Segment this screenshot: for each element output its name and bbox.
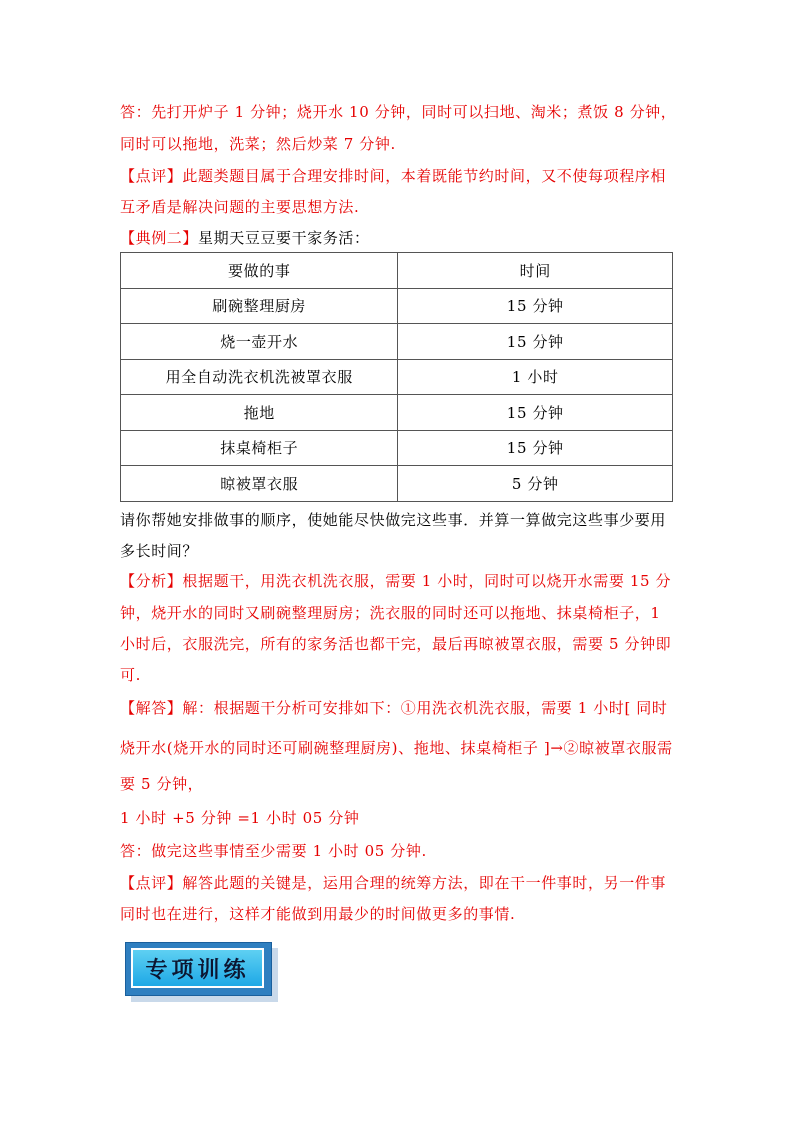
example-title	[120, 228, 370, 248]
time-cell: 1 小时	[398, 359, 673, 395]
task-cell: 拖地	[121, 395, 398, 431]
solution-line-3: 要 5 分钟，	[120, 775, 204, 793]
time-cell: 15 分钟	[398, 324, 673, 360]
table-row	[121, 466, 673, 502]
table-row	[121, 395, 673, 431]
solution-line-4: 1 小时 +5 分钟 =1 小时 05 分钟	[120, 809, 360, 827]
time-cell: 15 分钟	[398, 288, 673, 324]
task-cell: 烧一壶开水	[121, 324, 398, 360]
example-text: 星期天豆豆要干家务活：	[198, 229, 370, 247]
task-cell: 刷碗整理厨房	[121, 288, 398, 324]
task-cell: 抹桌椅柜子	[121, 430, 398, 466]
analysis-line-2: 钟，烧开水的同时又刷碗整理厨房；洗衣服的同时还可以拖地、抹桌椅柜子，1	[120, 604, 661, 622]
analysis-line-3: 小时后，衣服洗完，所有的家务活也都干完，最后再晾被罩衣服，需要 5 分钟即	[120, 635, 672, 653]
answer-line-2: 同时可以拖地，洗菜；然后炒菜 7 分钟.	[120, 135, 396, 153]
table-row	[121, 430, 673, 466]
header-time: 时间	[398, 253, 673, 289]
task-cell: 晾被罩衣服	[121, 466, 398, 502]
question-line-2: 多长时间？	[120, 542, 199, 560]
example-label: 【典例二】	[120, 229, 199, 247]
solution-line-5: 答：做完这些事情至少需要 1 小时 05 分钟.	[120, 842, 427, 860]
table-row	[121, 324, 673, 360]
table-row	[121, 359, 673, 395]
analysis-line-1: 【分析】根据题干，用洗衣机洗衣服，需要 1 小时，同时可以烧开水需要 15 分	[120, 572, 672, 590]
time-cell: 15 分钟	[398, 395, 673, 431]
comment2-line-2: 同时也在进行，这样才能做到用最少的时间做更多的事情.	[120, 905, 516, 923]
table-header-row	[121, 253, 673, 289]
solution-line-1: 【解答】解：根据题干分析可安排如下：①用洗衣机洗衣服，需要 1 小时[ 同时	[120, 699, 668, 717]
table-row	[121, 288, 673, 324]
header-task: 要做的事	[121, 253, 398, 289]
question-line-1: 请你帮她安排做事的顺序，使她能尽快做完这些事．并算一算做完这些事少要用	[120, 511, 667, 529]
time-cell: 15 分钟	[398, 430, 673, 466]
solution-line-2: 烧开水(烧开水的同时还可刷碗整理厨房)、拖地、抹桌椅柜子 ]→②晾被罩衣服需	[120, 739, 673, 757]
task-table	[120, 252, 673, 502]
analysis-line-4: 可.	[120, 666, 141, 684]
special-training-badge	[125, 942, 278, 1002]
comment2-line-1: 【点评】解答此题的关键是，运用合理的统筹方法，即在干一件事时，另一件事	[120, 874, 667, 892]
answer-line-1: 答：先打开炉子 1 分钟；烧开水 10 分钟，同时可以扫地、淘米；煮饭 8 分钟，	[120, 103, 677, 121]
comment-line-1: 【点评】此题类题目属于合理安排时间，本着既能节约时间，又不使每项程序相	[120, 167, 667, 185]
badge-label: 专项训练	[131, 948, 264, 988]
task-cell: 用全自动洗衣机洗被罩衣服	[121, 359, 398, 395]
time-cell: 5 分钟	[398, 466, 673, 502]
comment-line-2: 互矛盾是解决问题的主要思想方法.	[120, 198, 360, 216]
